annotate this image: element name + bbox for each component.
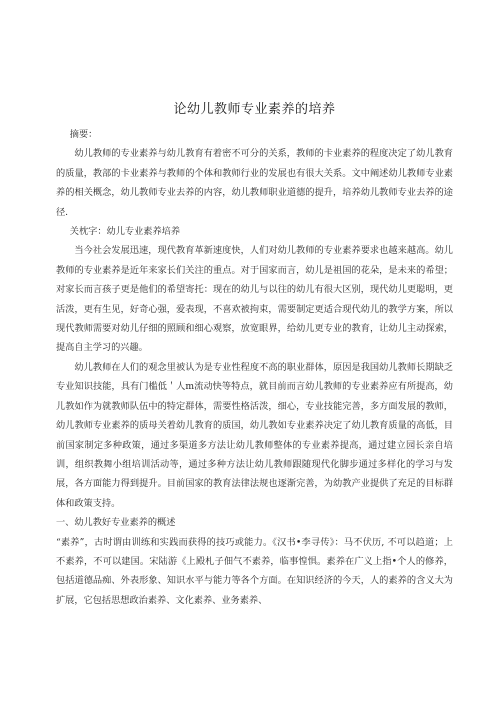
abstract-text: 幼儿教师的专业素养与幼儿教育有着密不可分的关系，教师的卡业素养的程度决定了幼儿教育的质量，教部的卡业素养与教师的个体和教师行业的发展也有很大关系。文中阐述幼儿教师专业素养的相关概念，幼儿教师专业去养的内容，幼儿教师职业道德的提升，培养幼儿教师专业去养的途径.	[56, 148, 453, 218]
paragraph-2: 幼儿教师在人们的观念里被认为是专业性程度不高的职业群体，原因是我国幼儿教师长期缺乏专业知识技能，具有门槛低＇人m流动快等特点，就目前而言幼儿教师的专业素养应有所提高，幼儿教如作为就教师队伍中的特定群体，需要性格活泼，细心，专业技能完善，多方面发展的教师，幼儿教师专业素养的质母关着幼儿教育的质国，幼儿教如专业素养决定了幼儿教育质量的高低，目前国家制定多种政策，通过多渠道多方法让幼儿教师整体的专业素养提高，通过建立园长亲自培训，组织教舞小组培训活动等，通过多种方法让幼儿教师跟随现代化脚步通过多样化的学习与发展，各方面能力得到提升。目前国家的教育法律法规也逐渐完善，为幼教产业提供了充足的目标群体和政策支持。	[56, 361, 453, 509]
section-heading-1: 一、幼儿教好专业素养的概述	[56, 517, 176, 529]
document-title: 论幼儿教师专业素养的培养	[173, 102, 336, 117]
keywords-line: 关枕字：幼儿专业素养培养	[69, 226, 181, 238]
paragraph-1: 当今社会发展迅速，现代教育革新速度快，人们对幼儿教师的专业素养要求也越来越高。幼儿教师的专业素养是近年来家长们关注的重点。对于国家而言，幼儿是祖国的花朵，是未来的希望；对家长而言孩子更是他们的希望寄托：现在的幼儿与以往的幼儿有很大区别，现代幼儿更聪明，更活泼，更有生见，好奇心强，爱表现，不喜欢被拘束，需要制定更适合现代幼儿的教学方案，所以现代教师需要对幼儿仔细的照顾和细心观察，放宽眼界，给幼儿更专业的教育，让幼儿主动探索，提高自主学习的兴趣。	[56, 245, 453, 354]
abstract-label: 摘要：	[69, 129, 98, 140]
paragraph-3: “素养”，古时谓由训练和实践而获得的技巧或能力。《汉书•李寻传》：马不伏历, 不可以趋道；上不素养，不可以建国。宋陆游《上殿札子佃气不素养，临事惶惧。素养在广义上指•个人的修养，包括道德品痴、外表形象、知识水平与能力等各个方面。在知识经济的今天，人的素养的含义大为扩展，它包括思想政治素养、文化素养、业务素养、	[56, 536, 453, 606]
